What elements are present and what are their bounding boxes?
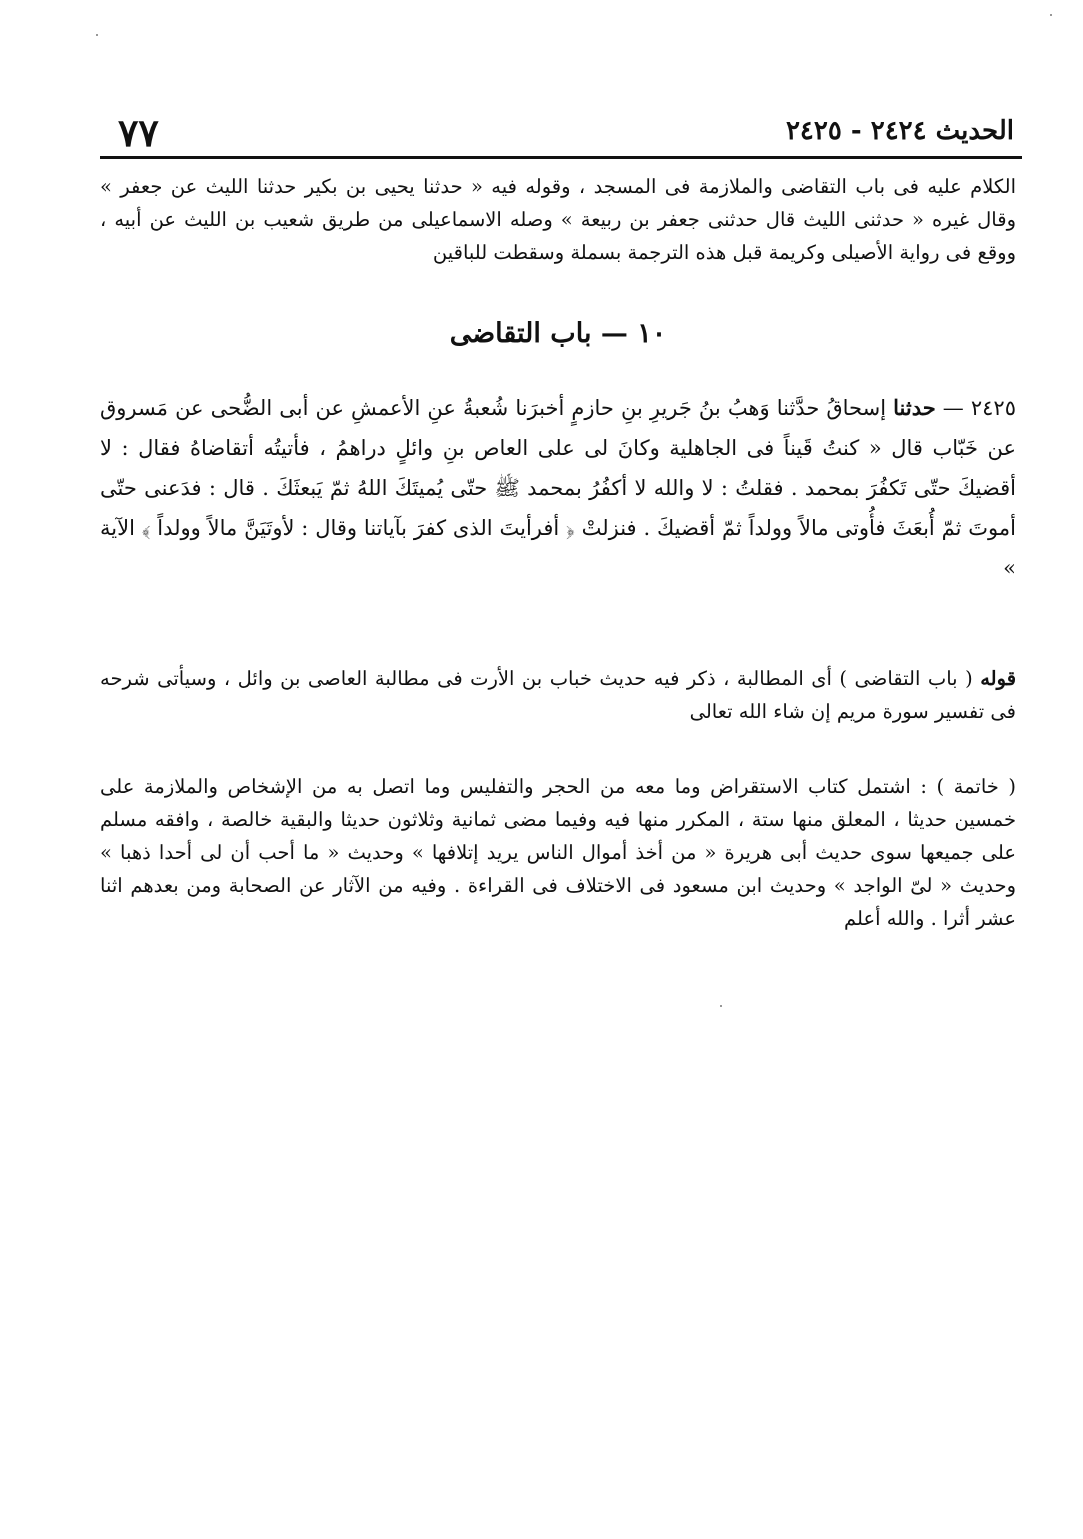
hadith-number: ٢٤٢٥ — (942, 396, 1016, 420)
page-number: ٧٧ (118, 110, 159, 155)
explanation-lead: قوله (980, 667, 1017, 690)
hadith-mark: حدثنا (893, 395, 936, 420)
scan-speck (1050, 14, 1052, 16)
page-header (100, 100, 1020, 156)
chapter-heading: ١٠ — باب التقاضى (449, 318, 667, 349)
header-rule (100, 156, 1022, 159)
conclusion-text: ( خاتمة ) : اشتمل كتاب الاستقراض وما معه من الحجر والتفليس وما اتصل به من الإشخاص والملازمة على خمسين حديثا ، المعلق منها ستة ، المكرر منها فيه وفيما مضى ثمانية وثلاثون حديثا والبقية خالصة ، وافقه مسلم على جميعها سوى حديث أبى هريرة « من أخذ أموال الناس يريد إتلافها » وحديث « ما أحب أن لى أحدا ذهبا » وحديث « لىّ الواجد » وحديث ابن مسعود فى الاختلاف فى القراءة . وفيه من الآثار عن الصحابة ومن بعدهم اثنا عشر أثرا . والله أعلم (100, 775, 1016, 930)
scan-speck (720, 1005, 722, 1007)
running-title: الحديث ٢٤٢٤ - ٢٤٢٥ (785, 116, 1014, 146)
commentary-text: الكلام عليه فى باب التقاضى والملازمة فى المسجد ، وقوله فيه « حدثنا يحيى بن بكير حدثنا الليث عن جعفر » وقال غيره « حدثنى الليث قال حدثنى جعفر بن ربيعة » وصله الاسماعيلى من طريق شعيب بن الليث عن أبيه ، ووقع فى رواية الأصيلى وكريمة قبل هذه الترجمة بسملة وسقطت للباقين (100, 175, 1016, 264)
commentary-continuation (100, 170, 1016, 269)
hadith-text: إسحاقُ حدَّثنا وَهبُ بنُ جَريرِ بنِ حازمٍ أخبرَنا شُعبةُ عنِ الأعمشِ عن أبى الضُّحى عن مَسروق عن خَبّاب قال « كنتُ قَيناً فى الجاهلية وكانَ لى على العاص بنِ وائلٍ دراهمُ ، فأتيتُه أتقاضاهُ فقال : لا أقضيكَ حتّى تَكفُرَ بمحمد . فقلتُ : لا والله لا أكفُرُ بمحمد ﷺ حتّى يُميتَكَ اللهُ ثمّ يَبعثَكَ . قال : فدَعنى حتّى أموتَ ثمّ أُبعَثَ فأُوتى مالاً وولداً ثمّ أقضيكَ . فنزلتْ ﴿ أفرأيتَ الذى كفرَ بآياتنا وقال : لأوتَيَنَّ مالاً وولداً ﴾ الآية » (100, 396, 1016, 580)
conclusion-block (100, 770, 1016, 935)
explanation-text: ( باب التقاضى ) أى المطالبة ، ذكر فيه حديث خباب بن الأرت فى مطالبة العاصى بن وائل ، وسيأتى شرحه فى تفسير سورة مريم إن شاء الله تعالى (100, 667, 1016, 723)
hadith-block (100, 388, 1016, 588)
explanation-block (100, 662, 1016, 728)
scan-speck (96, 34, 98, 36)
